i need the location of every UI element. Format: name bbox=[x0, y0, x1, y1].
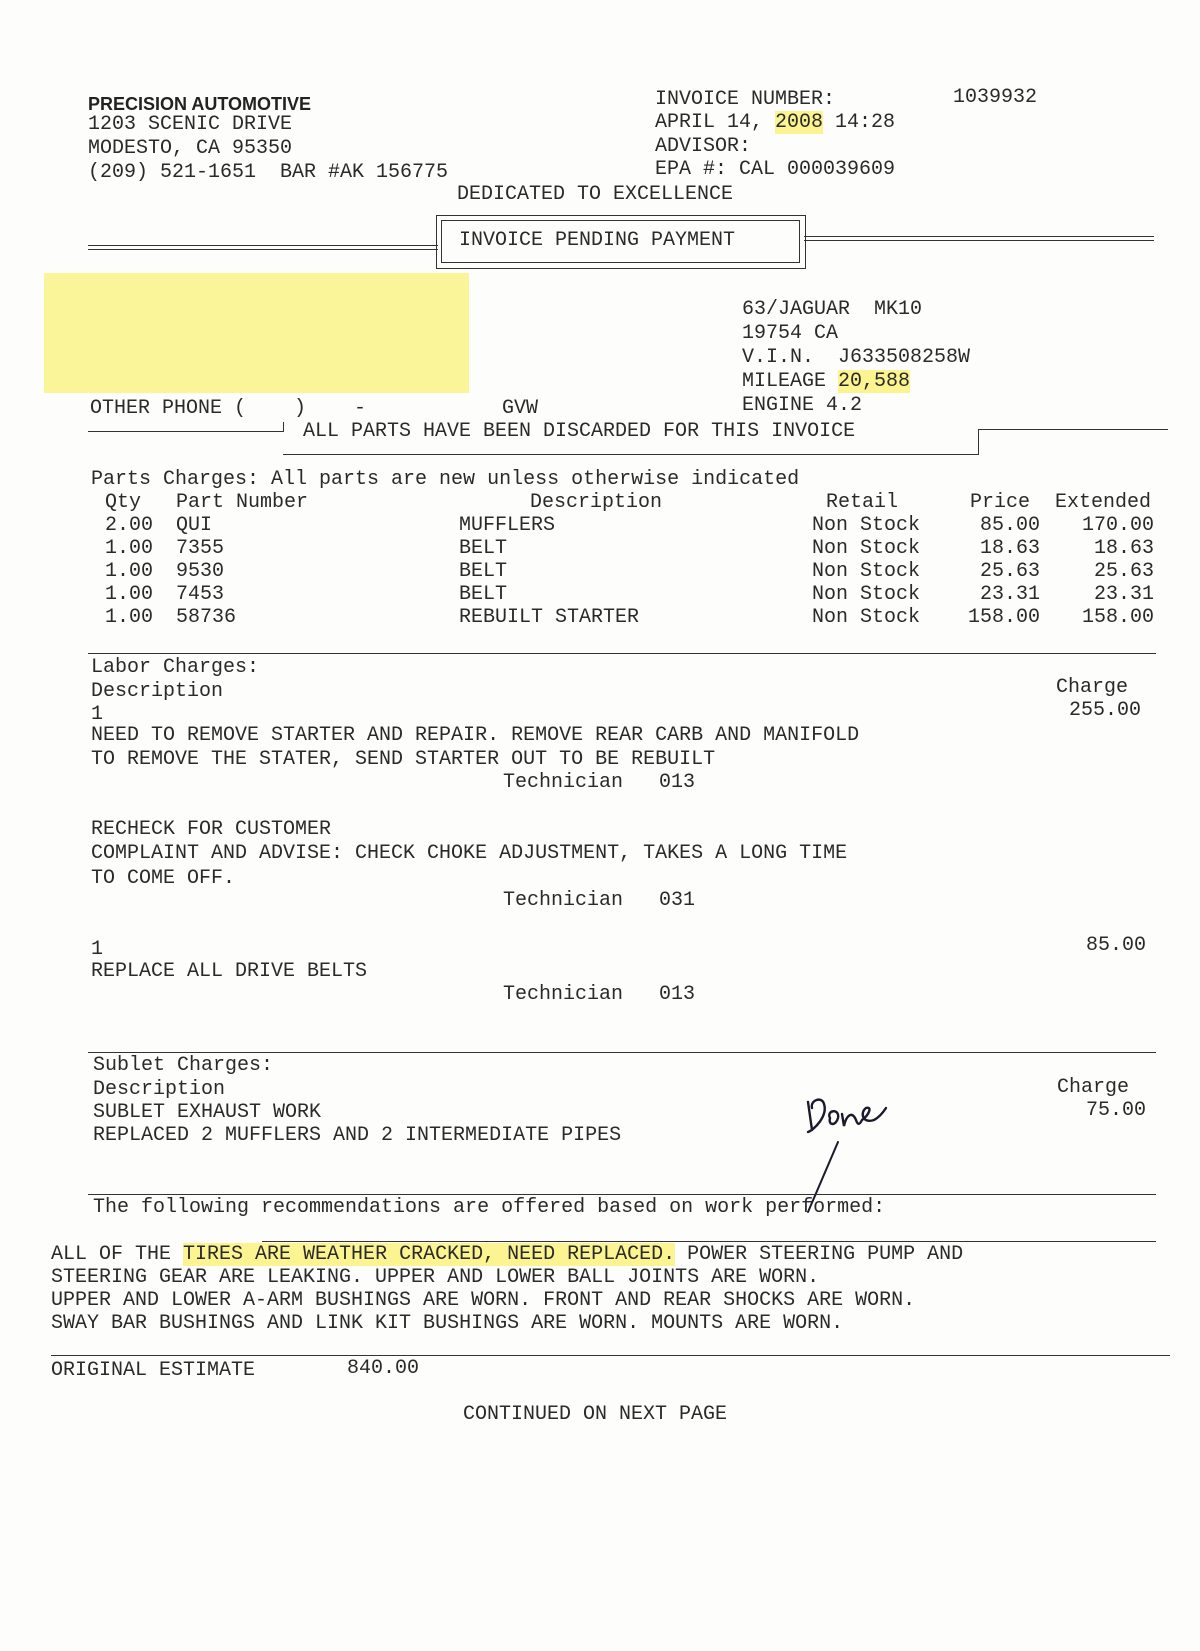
epa-number: EPA #: CAL 000039609 bbox=[655, 158, 896, 181]
labor-job3-technician: Technician 013 bbox=[503, 983, 696, 1006]
vehicle-vin: V.I.N. J633508258W bbox=[742, 346, 971, 369]
part-number: 7453 bbox=[176, 583, 225, 606]
qty: 1.00 bbox=[105, 537, 154, 560]
sublet-heading: Sublet Charges: bbox=[93, 1054, 274, 1077]
recommendation-line4: SWAY BAR BUSHINGS AND LINK KIT BUSHINGS ARE WORN. MOUNTS ARE WORN. bbox=[51, 1312, 844, 1335]
divider bbox=[51, 1355, 1170, 1356]
price: 18.63 bbox=[979, 537, 1040, 560]
labor-job1-technician: Technician 013 bbox=[503, 771, 696, 794]
retail: Non Stock bbox=[812, 514, 921, 537]
col-part-number: Part Number bbox=[176, 491, 309, 514]
banner-rule-left bbox=[88, 245, 438, 250]
notice-tick-right bbox=[978, 429, 979, 455]
labor-col-charge: Charge bbox=[1056, 676, 1129, 699]
labor-job2-line1: RECHECK FOR CUSTOMER bbox=[91, 818, 332, 841]
qty: 1.00 bbox=[105, 606, 154, 629]
labor-job2-line2: COMPLAINT AND ADVISE: CHECK CHOKE ADJUSTMENT, TAKES A LONG TIME bbox=[91, 842, 848, 865]
vehicle-plate: 19754 CA bbox=[742, 322, 839, 345]
extended: 18.63 bbox=[1093, 537, 1154, 560]
retail: Non Stock bbox=[812, 606, 921, 629]
parts-heading: Parts Charges: All parts are new unless otherwise indicated bbox=[91, 468, 800, 491]
shop-motto: DEDICATED TO EXCELLENCE bbox=[457, 183, 734, 206]
table-row bbox=[0, 606, 1200, 630]
mileage-value: 20,588 bbox=[838, 370, 911, 393]
invoice-number-label: INVOICE NUMBER: bbox=[655, 88, 836, 111]
shop-city: MODESTO, CA 95350 bbox=[88, 137, 293, 160]
labor-col-description: Description bbox=[91, 680, 224, 703]
notice-rule-bottom bbox=[283, 454, 978, 455]
col-price: Price bbox=[970, 491, 1031, 514]
extended: 25.63 bbox=[1093, 560, 1154, 583]
labor-job3-line1: REPLACE ALL DRIVE BELTS bbox=[91, 960, 368, 983]
part-description: BELT bbox=[459, 560, 508, 583]
qty: 1.00 bbox=[105, 583, 154, 606]
part-number: 58736 bbox=[176, 606, 237, 629]
part-number: 7355 bbox=[176, 537, 225, 560]
labor-job2-line3: TO COME OFF. bbox=[91, 867, 236, 890]
invoice-year: 2008 bbox=[775, 111, 824, 134]
labor-job1-line2: TO REMOVE THE STATER, SEND STARTER OUT TO BE REBUILT bbox=[91, 748, 716, 771]
table-row bbox=[0, 583, 1200, 607]
shop-name: PRECISION AUTOMOTIVE bbox=[88, 94, 312, 114]
vehicle-mileage: MILEAGE 20,588 bbox=[742, 370, 911, 393]
vehicle-model: 63/JAGUAR MK10 bbox=[742, 298, 923, 321]
parts-header-row bbox=[0, 491, 1200, 515]
table-row bbox=[0, 537, 1200, 561]
retail: Non Stock bbox=[812, 560, 921, 583]
labor-heading: Labor Charges: bbox=[91, 656, 260, 679]
divider bbox=[88, 1194, 1156, 1195]
shop-address: 1203 SCENIC DRIVE bbox=[88, 113, 293, 136]
labor-job2-technician: Technician 031 bbox=[503, 889, 696, 912]
part-description: BELT bbox=[459, 537, 508, 560]
retail: Non Stock bbox=[812, 537, 921, 560]
extended: 158.00 bbox=[1081, 606, 1154, 629]
invoice-status: INVOICE PENDING PAYMENT bbox=[459, 229, 736, 252]
shop-phone-bar: (209) 521-1651 BAR #AK 156775 bbox=[88, 161, 449, 184]
invoice-date: APRIL 14, 2008 14:28 bbox=[655, 111, 896, 134]
recommendation-line2: STEERING GEAR ARE LEAKING. UPPER AND LOWER BALL JOINTS ARE WORN. bbox=[51, 1266, 820, 1289]
original-estimate-value: 840.00 bbox=[347, 1357, 420, 1380]
other-phone: OTHER PHONE ( ) - bbox=[90, 397, 367, 420]
divider bbox=[88, 1052, 1156, 1053]
extended: 170.00 bbox=[1081, 514, 1154, 537]
divider bbox=[262, 1241, 1156, 1242]
divider bbox=[88, 653, 1156, 654]
price: 158.00 bbox=[967, 606, 1040, 629]
part-number: 9530 bbox=[176, 560, 225, 583]
recommendation-line1: ALL OF THE TIRES ARE WEATHER CRACKED, NEED REPLACED. POWER STEERING PUMP AND bbox=[51, 1243, 964, 1266]
vehicle-engine: ENGINE 4.2 bbox=[742, 394, 863, 417]
gvw-label: GVW bbox=[502, 397, 539, 420]
invoice-number: 1039932 bbox=[953, 86, 1038, 109]
sublet-line1: SUBLET EXHAUST WORK bbox=[93, 1101, 322, 1124]
table-row bbox=[0, 560, 1200, 584]
sublet-col-charge: Charge bbox=[1057, 1076, 1130, 1099]
part-description: MUFFLERS bbox=[459, 514, 556, 537]
col-qty: Qty bbox=[105, 491, 142, 514]
banner-rule-right bbox=[804, 236, 1154, 241]
labor-job1-qty: 1 bbox=[91, 703, 104, 726]
recommendations-heading: The following recommendations are offered based on work performed: bbox=[93, 1196, 886, 1219]
parts-discarded-notice: ALL PARTS HAVE BEEN DISCARDED FOR THIS INVOICE bbox=[303, 420, 856, 443]
qty: 1.00 bbox=[105, 560, 154, 583]
price: 85.00 bbox=[979, 514, 1040, 537]
col-retail: Retail bbox=[826, 491, 899, 514]
recommendation-highlight: TIRES ARE WEATHER CRACKED, NEED REPLACED. bbox=[183, 1243, 676, 1266]
sublet-line2: REPLACED 2 MUFFLERS AND 2 INTERMEDIATE PIPES bbox=[93, 1124, 622, 1147]
advisor: ADVISOR: bbox=[655, 135, 752, 158]
labor-job1-charge: 255.00 bbox=[1069, 699, 1142, 722]
original-estimate-label: ORIGINAL ESTIMATE bbox=[51, 1359, 256, 1382]
labor-job1-line1: NEED TO REMOVE STARTER AND REPAIR. REMOVE REAR CARB AND MANIFOLD bbox=[91, 724, 860, 747]
continued-notice: CONTINUED ON NEXT PAGE bbox=[463, 1403, 728, 1426]
sublet-charge: 75.00 bbox=[1086, 1099, 1147, 1122]
qty: 2.00 bbox=[105, 514, 154, 537]
notice-tick-left bbox=[283, 422, 284, 432]
labor-job3-qty: 1 bbox=[91, 938, 104, 961]
col-description: Description bbox=[530, 491, 663, 514]
table-row bbox=[0, 514, 1200, 538]
status-banner bbox=[436, 215, 806, 269]
part-description: BELT bbox=[459, 583, 508, 606]
col-extended: Extended bbox=[1055, 491, 1152, 514]
recommendation-line3: UPPER AND LOWER A-ARM BUSHINGS ARE WORN. FRONT AND REAR SHOCKS ARE WORN. bbox=[51, 1289, 916, 1312]
redacted-customer-info bbox=[44, 273, 469, 393]
part-description: REBUILT STARTER bbox=[459, 606, 640, 629]
price: 23.31 bbox=[979, 583, 1040, 606]
notice-rule-left bbox=[88, 431, 283, 432]
retail: Non Stock bbox=[812, 583, 921, 606]
sublet-col-description: Description bbox=[93, 1078, 226, 1101]
labor-job3-charge: 85.00 bbox=[1086, 934, 1147, 957]
price: 25.63 bbox=[979, 560, 1040, 583]
extended: 23.31 bbox=[1093, 583, 1154, 606]
part-number: QUI bbox=[176, 514, 213, 537]
notice-rule-right bbox=[978, 429, 1168, 430]
